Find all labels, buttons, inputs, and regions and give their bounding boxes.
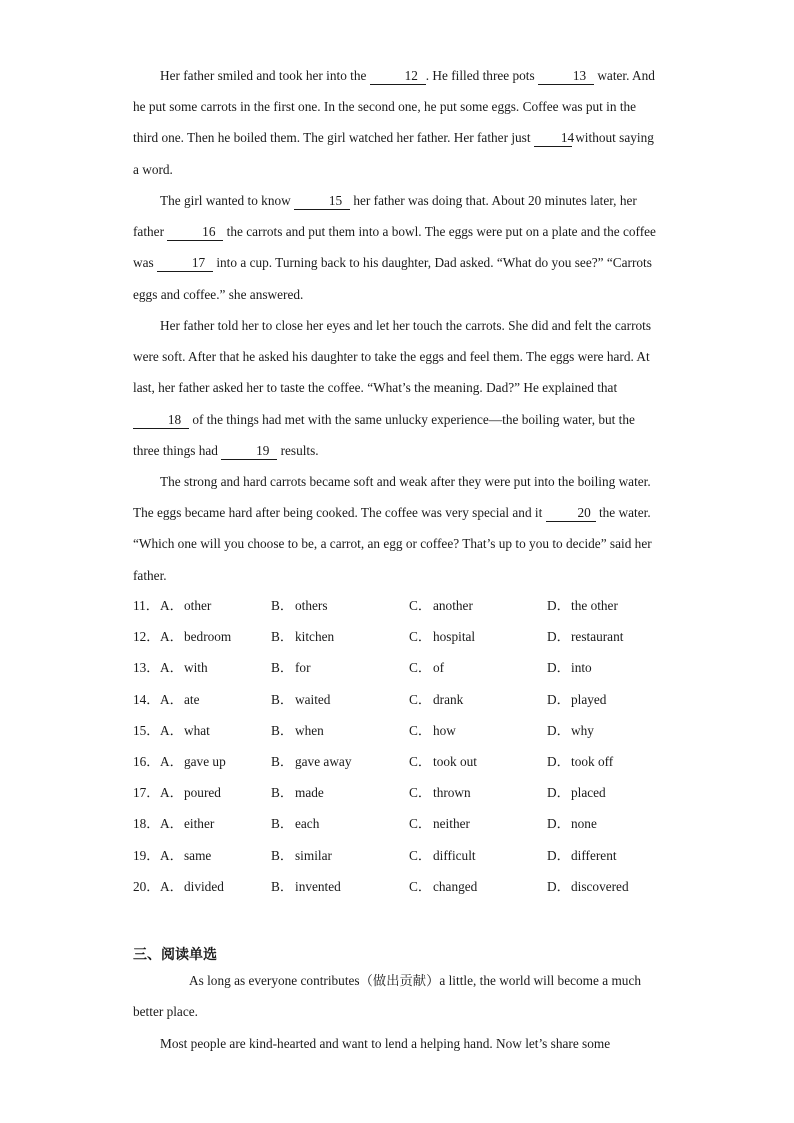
option-row-14 <box>133 690 693 710</box>
option-letter: C． <box>409 692 432 707</box>
option-text: ate <box>184 692 200 707</box>
option-letter: C． <box>409 629 432 644</box>
option-text: made <box>295 785 324 800</box>
option-b <box>271 627 334 647</box>
question-number: 12． <box>133 629 160 644</box>
option-text: others <box>295 598 328 613</box>
option-letter: C． <box>409 848 432 863</box>
option-d <box>547 783 606 803</box>
blank-18: 18 <box>133 412 189 429</box>
option-a <box>160 627 231 647</box>
blank-12: 12 <box>370 68 426 85</box>
option-text: what <box>184 723 210 738</box>
option-text: each <box>295 816 320 831</box>
option-c <box>409 596 473 616</box>
option-a <box>160 721 210 741</box>
passage-text: the water. “Which one will you choose to be, a carrot, an egg or coffee? That’s up to you to decide” said her father. <box>133 505 652 583</box>
option-a <box>160 690 200 710</box>
option-letter: C． <box>409 754 432 769</box>
option-a <box>160 658 208 678</box>
option-text: drank <box>433 692 464 707</box>
blank-19: 19 <box>221 443 277 460</box>
option-text: difficult <box>433 848 476 863</box>
option-d <box>547 627 623 647</box>
option-letter: D． <box>547 848 570 863</box>
option-text: how <box>433 723 456 738</box>
option-letter: D． <box>547 723 570 738</box>
option-text: of <box>433 660 445 675</box>
option-letter: A． <box>160 598 183 613</box>
option-text: gave up <box>184 754 226 769</box>
option-b <box>271 783 324 803</box>
option-text: neither <box>433 816 470 831</box>
option-d <box>547 814 597 834</box>
option-letter: A． <box>160 660 183 675</box>
passage-text: The strong and hard carrots became soft and weak after they were put into the boiling water. The eggs became hard after being cooked. The coffee was very special and it <box>133 474 651 521</box>
option-d <box>547 596 618 616</box>
question-number: 17． <box>133 785 160 800</box>
option-text: hospital <box>433 629 476 644</box>
option-letter: A． <box>160 816 183 831</box>
option-text: when <box>295 723 324 738</box>
option-b <box>271 877 341 897</box>
option-text: took out <box>433 754 477 769</box>
passage-text: results. <box>277 442 319 458</box>
option-d <box>547 752 613 772</box>
option-c <box>409 783 471 803</box>
blank-15: 15 <box>294 193 350 210</box>
reading-paragraph-2: Most people are kind-hearted and want to lend a helping hand. Now let’s share some <box>160 1036 611 1051</box>
blank-17: 17 <box>157 255 213 272</box>
passage-paragraph-3 <box>133 310 663 466</box>
option-letter: D． <box>547 598 570 613</box>
option-row-16 <box>133 752 693 772</box>
option-letter: D． <box>547 629 570 644</box>
passage-paragraph-4 <box>133 466 663 591</box>
option-letter: B． <box>271 660 294 675</box>
option-text: thrown <box>433 785 471 800</box>
option-letter: D． <box>547 879 570 894</box>
passage-text: into a cup. Turning back to his daughter, Dad asked. “What do you see?” “Carrots eggs and coffee.” she answered. <box>133 255 652 302</box>
reading-paragraph-1: As long as everyone contributes（做出贡献）a little, the world will become a much better place. <box>133 973 641 1020</box>
option-c <box>409 690 463 710</box>
option-d <box>547 877 629 897</box>
option-a <box>160 783 221 803</box>
option-letter: A． <box>160 723 183 738</box>
question-number: 13． <box>133 660 160 675</box>
passage-text: Her father told her to close her eyes and let her touch the carrots. She did and felt the carrots were soft. After that he asked his daughter to take the eggs and feel them. The eggs were hard. At last, her father asked her to taste the coffee. “What’s the meaning. Dad?” He explained that <box>133 318 652 396</box>
option-text: divided <box>184 879 224 894</box>
option-letter: D． <box>547 785 570 800</box>
section-heading: 三、阅读单选 <box>133 947 217 963</box>
option-letter: C． <box>409 816 432 831</box>
option-letter: A． <box>160 785 183 800</box>
option-letter: B． <box>271 816 294 831</box>
option-text: kitchen <box>295 629 335 644</box>
passage-text: of the things had met with the same unlucky experience—the boiling water, but the three things had <box>133 411 635 458</box>
option-letter: B． <box>271 598 294 613</box>
option-text: the other <box>571 598 618 613</box>
option-d <box>547 721 594 741</box>
option-row-20 <box>133 877 693 897</box>
option-letter: B． <box>271 848 294 863</box>
option-text: took off <box>571 754 614 769</box>
option-text: with <box>184 660 208 675</box>
option-text: restaurant <box>571 629 624 644</box>
option-c <box>409 752 477 772</box>
passage-text: . He filled three pots <box>425 68 538 83</box>
option-text: gave away <box>295 754 352 769</box>
option-b <box>271 814 319 834</box>
passage-text: without saying a word. <box>133 130 654 177</box>
passage-paragraph-2 <box>133 185 663 310</box>
option-letter: A． <box>160 629 183 644</box>
option-text: invented <box>295 879 341 894</box>
option-text: none <box>571 816 597 831</box>
option-text: why <box>571 723 594 738</box>
option-b <box>271 752 351 772</box>
question-number: 15． <box>133 723 160 738</box>
option-row-12 <box>133 627 693 647</box>
option-letter: C． <box>409 723 432 738</box>
option-c <box>409 721 456 741</box>
passage-paragraph-1 <box>133 60 663 185</box>
option-row-11 <box>133 596 693 616</box>
question-number: 19． <box>133 848 160 863</box>
passage-text: the carrots and put them into a bowl. The eggs were put on a plate and the coffee was <box>133 224 656 271</box>
option-text: for <box>295 660 311 675</box>
option-text: bedroom <box>184 629 232 644</box>
question-number: 20． <box>133 879 160 894</box>
option-letter: B． <box>271 754 294 769</box>
option-letter: D． <box>547 692 570 707</box>
option-c <box>409 814 470 834</box>
passage-text: her father was doing that. About 20 minutes later, her father <box>133 193 637 240</box>
option-letter: D． <box>547 660 570 675</box>
option-row-18 <box>133 814 693 834</box>
option-row-13 <box>133 658 693 678</box>
option-b <box>271 690 330 710</box>
question-number: 14． <box>133 692 160 707</box>
question-number: 11． <box>133 598 160 613</box>
passage-text: Her father smiled and took her into the <box>160 68 370 83</box>
option-b <box>271 846 332 866</box>
option-b <box>271 721 324 741</box>
option-c <box>409 846 476 866</box>
question-number: 18． <box>133 816 160 831</box>
question-number: 16． <box>133 754 160 769</box>
option-letter: C． <box>409 598 432 613</box>
option-a <box>160 752 226 772</box>
option-text: similar <box>295 848 332 863</box>
option-text: changed <box>433 879 478 894</box>
blank-14: 14 <box>534 130 572 147</box>
passage-text: The girl wanted to know <box>160 193 295 208</box>
passage-text: water. And he put some carrots in the first one. In the second one, he put some eggs. Coffee was put in the third one. Then he boiled them. The girl watched her father. Her father just <box>133 68 655 146</box>
option-letter: A． <box>160 848 183 863</box>
blank-13: 13 <box>538 68 594 85</box>
option-a <box>160 596 211 616</box>
option-b <box>271 596 328 616</box>
option-row-15 <box>133 721 693 741</box>
option-text: placed <box>571 785 606 800</box>
option-c <box>409 658 444 678</box>
option-row-19 <box>133 846 693 866</box>
option-text: waited <box>295 692 331 707</box>
option-letter: C． <box>409 660 432 675</box>
blank-16: 16 <box>167 224 223 241</box>
blank-20: 20 <box>546 505 596 522</box>
option-text: same <box>184 848 212 863</box>
option-d <box>547 658 592 678</box>
option-d <box>547 846 617 866</box>
option-letter: B． <box>271 785 294 800</box>
option-text: different <box>571 848 617 863</box>
option-text: poured <box>184 785 221 800</box>
option-letter: C． <box>409 879 432 894</box>
option-c <box>409 627 475 647</box>
option-letter: D． <box>547 816 570 831</box>
option-a <box>160 814 214 834</box>
option-text: played <box>571 692 607 707</box>
option-c <box>409 877 477 897</box>
option-text: other <box>184 598 212 613</box>
option-letter: B． <box>271 629 294 644</box>
option-text: another <box>433 598 473 613</box>
option-letter: C． <box>409 785 432 800</box>
option-letter: B． <box>271 723 294 738</box>
option-text: either <box>184 816 215 831</box>
option-text: discovered <box>571 879 629 894</box>
option-letter: A． <box>160 754 183 769</box>
option-a <box>160 846 211 866</box>
option-row-17 <box>133 783 693 803</box>
option-letter: D． <box>547 754 570 769</box>
option-letter: B． <box>271 692 294 707</box>
option-d <box>547 690 606 710</box>
option-a <box>160 877 224 897</box>
option-b <box>271 658 311 678</box>
option-text: into <box>571 660 592 675</box>
option-letter: A． <box>160 692 183 707</box>
option-letter: B． <box>271 879 294 894</box>
option-letter: A． <box>160 879 183 894</box>
